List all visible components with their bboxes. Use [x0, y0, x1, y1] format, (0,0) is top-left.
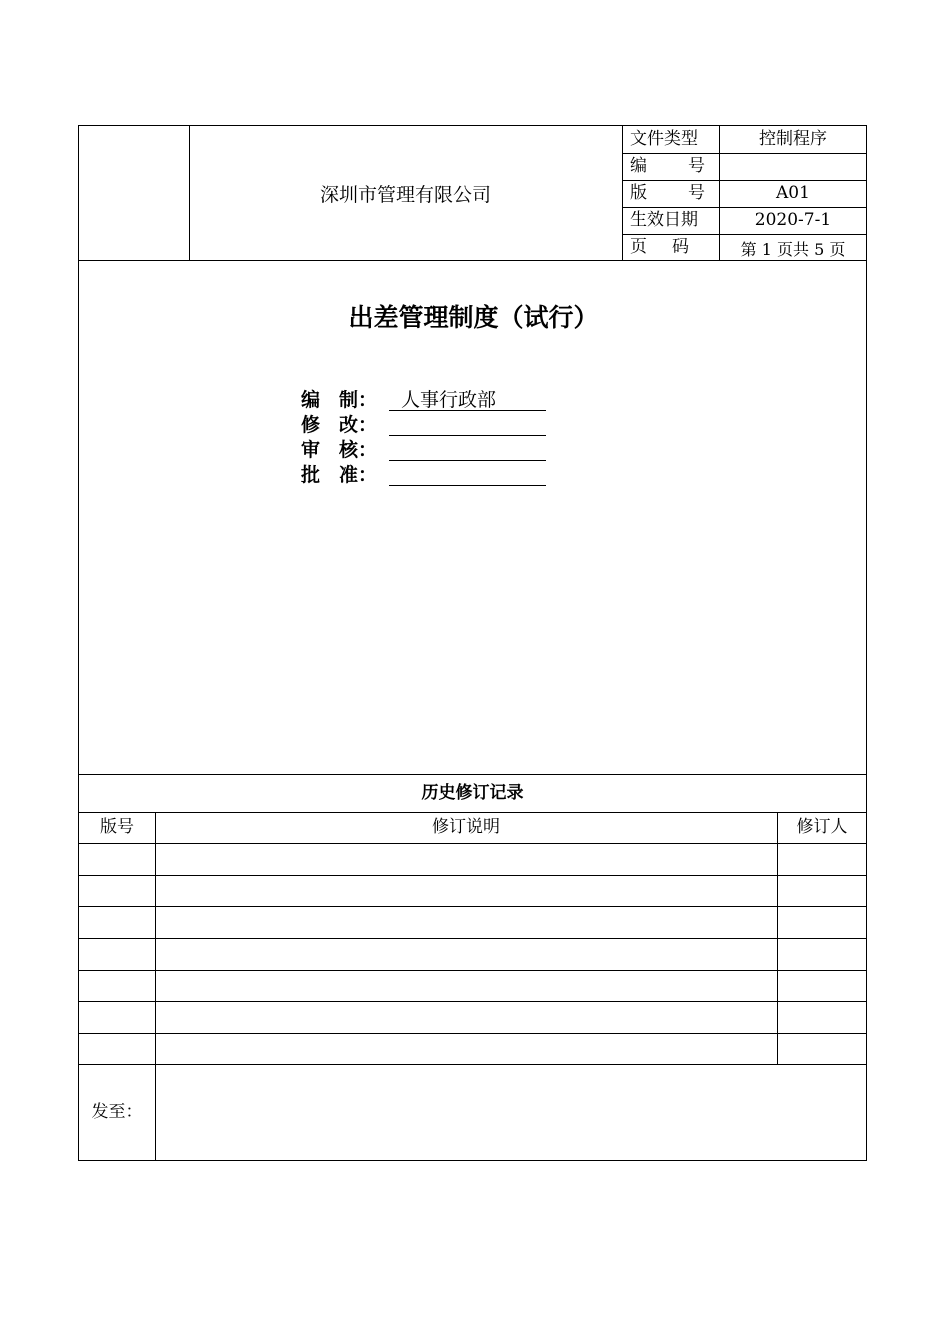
signoff-value — [389, 438, 546, 461]
table-cell — [778, 970, 866, 1001]
table-cell — [155, 875, 778, 906]
signoff-value — [389, 463, 546, 486]
company-name: 深圳市管理有限公司 — [189, 126, 623, 260]
table-cell — [79, 939, 156, 970]
distribution-label: 发至： — [79, 1065, 156, 1160]
signoff-value — [389, 413, 546, 436]
table-cell — [778, 1002, 866, 1033]
meta-value: 2020-7-1 — [754, 210, 832, 230]
table-cell — [155, 1033, 778, 1064]
document-body — [78, 260, 867, 775]
signoff-value: 人事行政部 — [389, 388, 546, 411]
table-row — [79, 1002, 866, 1034]
distribution-row — [79, 1065, 866, 1160]
meta-key-a: 版 — [630, 183, 647, 203]
table-row — [79, 939, 866, 971]
signoff-row — [301, 413, 601, 438]
document-title: 出差管理制度（试行） — [348, 303, 599, 332]
meta-row-effective-date — [622, 207, 866, 235]
meta-value: 第 1 页共 5 页 — [740, 240, 846, 259]
meta-row-number — [622, 153, 866, 181]
table-cell — [155, 970, 778, 1001]
revision-history-title: 历史修订记录 — [79, 775, 866, 813]
revision-history-table — [78, 774, 867, 1161]
meta-value: 控制程序 — [759, 129, 827, 149]
meta-key: 文件类型 — [622, 126, 720, 153]
table-row — [79, 907, 866, 939]
meta-key — [622, 234, 720, 260]
meta-key — [622, 180, 720, 207]
meta-row-type — [622, 126, 866, 154]
meta-key — [622, 153, 720, 180]
table-cell — [778, 844, 866, 875]
meta-key: 生效日期 — [622, 207, 720, 234]
signoff-label: 修 改： — [301, 414, 378, 436]
signoff-row — [301, 463, 601, 488]
table-cell — [79, 1002, 156, 1033]
table-cell — [778, 875, 866, 906]
meta-key-b: 号 — [688, 183, 705, 203]
table-cell — [778, 1033, 866, 1064]
meta-row-version — [622, 180, 866, 208]
meta-key-a: 页 — [630, 237, 647, 257]
column-header-description: 修订说明 — [155, 812, 778, 843]
table-header-row — [79, 812, 866, 844]
meta-key-b: 码 — [672, 237, 689, 257]
table-cell — [155, 1002, 778, 1033]
table-cell — [778, 939, 866, 970]
meta-value: A01 — [776, 183, 810, 203]
meta-key-a: 编 — [630, 156, 647, 176]
table-cell — [79, 907, 156, 938]
table-row — [79, 875, 866, 907]
table-cell — [778, 907, 866, 938]
signoff-row — [301, 438, 601, 463]
document-meta — [622, 126, 866, 260]
signoff-label: 编 制： — [301, 389, 378, 411]
table-cell — [79, 970, 156, 1001]
column-header-version: 版号 — [79, 812, 156, 843]
table-cell — [155, 907, 778, 938]
signoff-label: 批 准： — [301, 464, 378, 486]
meta-key-b: 号 — [688, 156, 705, 176]
column-header-reviser: 修订人 — [796, 817, 848, 837]
table-row — [79, 844, 866, 876]
table-cell — [155, 939, 778, 970]
meta-value — [720, 153, 866, 180]
table-cell — [155, 844, 778, 875]
table-cell — [79, 1033, 156, 1064]
logo-cell — [79, 126, 190, 260]
document-header — [78, 125, 867, 261]
table-row — [79, 970, 866, 1002]
signoff-row — [301, 388, 601, 413]
signoff-label: 审 核： — [301, 439, 378, 461]
signoff-block — [301, 388, 601, 488]
table-row — [79, 1033, 866, 1065]
meta-row-page — [622, 234, 866, 260]
table-cell — [79, 844, 156, 875]
table-cell — [79, 875, 156, 906]
